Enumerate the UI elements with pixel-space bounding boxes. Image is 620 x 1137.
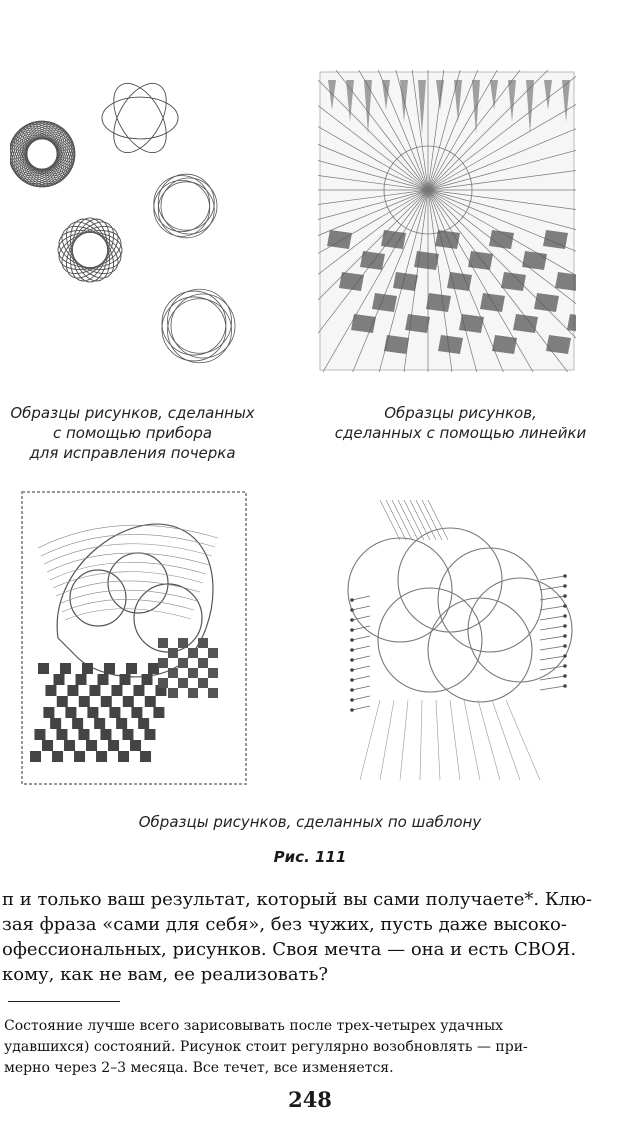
footnote xyxy=(4,1016,528,1079)
template-drawing-circles xyxy=(340,500,590,790)
page-number: 248 xyxy=(288,1087,332,1112)
caption-top-left xyxy=(0,403,265,463)
footnote-line: удавшихся) состояний. Рисунок стоит регулярно возобновлять — при- xyxy=(4,1039,528,1055)
caption-line: Образцы рисунков, сделанных xyxy=(10,404,255,422)
caption-line: Образцы рисунков, xyxy=(384,404,537,422)
footnote-line: мерно через 2–3 месяца. Все течет, все изменяется. xyxy=(4,1060,394,1076)
ruler-drawing xyxy=(318,70,576,372)
body-line: офессиональных, рисунков. Своя мечта — она и есть СВОЯ. xyxy=(2,939,577,960)
caption-bottom: Образцы рисунков, сделанных по шаблону xyxy=(138,813,482,831)
body-line: зая фраза «сами для себя», без чужих, пусть даже высоко- xyxy=(2,914,567,935)
spirograph-drawings xyxy=(10,70,280,380)
footnote-line: Состояние лучше всего зарисовывать после трех-четырех удачных xyxy=(4,1018,504,1034)
body-line: кому, как не вам, ее реализовать? xyxy=(2,964,329,985)
body-line: п и только ваш результат, который вы сами получаете*. Клю- xyxy=(2,889,592,910)
caption-top-right xyxy=(318,403,603,443)
template-drawing-figure xyxy=(18,488,250,788)
caption-line: для исправления почерка xyxy=(29,444,236,462)
body-text xyxy=(2,887,592,987)
footnote-rule xyxy=(8,1001,120,1002)
caption-line: сделанных с помощью линейки xyxy=(334,424,587,442)
figure-label: Рис. 111 xyxy=(273,848,347,866)
caption-line: с помощью прибора xyxy=(52,424,213,442)
